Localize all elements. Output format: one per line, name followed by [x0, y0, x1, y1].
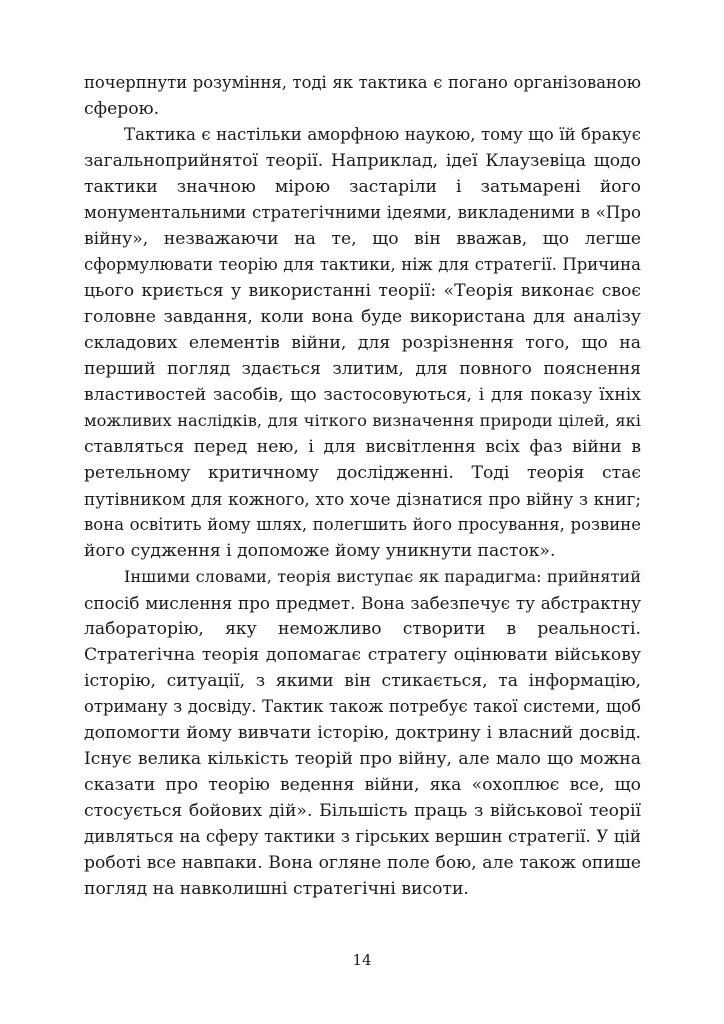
text-line: путівником для кожного, хто хоче дізнатися про війну з книг; [84, 489, 641, 509]
paragraph [84, 70, 641, 122]
text-line: Іншими словами, теорія виступає як парадигма: прийнятий [124, 567, 641, 586]
text-line: тактики значною мірою застаріли і затьмарені його [84, 177, 641, 197]
text-line: загальноприйнятої теорії. Наприклад, ідеї Клаузевіца щодо [84, 151, 641, 171]
text-line: сферою. [84, 99, 160, 119]
text-line: війну», незважаючи на те, що він вважав, що легше [84, 229, 641, 249]
text-line: сказати про теорію ведення війни, яка «охоплює все, що [84, 775, 641, 795]
text-line: історію, ситуації, з якими він стикається, та інформацію, [84, 671, 641, 691]
page-number: 14 [352, 951, 372, 969]
text-line: сформулювати теорію для тактики, ніж для стратегії. Причина [84, 255, 641, 274]
text-line: погляд на навколишні стратегічні висоти. [84, 879, 469, 899]
text-line: отриману з досвіду. Тактик також потребує такої системи, щоб [84, 697, 641, 716]
text-line: Стратегічна теорія допомагає стратегу оцінювати військову [84, 645, 641, 665]
text-line: лабораторію, яку неможливо створити в реальності. [84, 619, 641, 639]
text-line: стосується бойових дій». Більшість праць з військової теорії [84, 801, 641, 821]
text-line: властивостей засобів, що застосовуються, і для показу їхніх [84, 385, 641, 405]
text-line: Тактика є настільки аморфною наукою, тому що їй бракує [124, 125, 641, 144]
paragraph [84, 122, 641, 564]
text-line: Існує велика кількість теорій про війну, але мало що можна [84, 749, 641, 769]
text-line: монументальними стратегічними ідеями, викладеними в «Про [84, 203, 641, 222]
text-line: можливих наслідків, для чіткого визначення природи цілей, які [84, 411, 641, 430]
text-line: цього криється у використанні теорії: «Теорія виконає своє [84, 281, 641, 301]
text-line: роботі все навпаки. Вона огляне поле бою, але також опише [84, 853, 641, 873]
text-line: допомогти йому вивчати історію, доктрину і власний досвід. [84, 723, 641, 743]
text-line: складових елементів війни, для розрізнення того, що на [84, 333, 641, 353]
text-line: дивляться на сферу тактики з гірських вершин стратегії. У цій [84, 827, 641, 846]
text-line: головне завдання, коли вона буде використана для аналізу [84, 307, 641, 327]
text-line: спосіб мислення про предмет. Вона забезпечує ту абстрактну [84, 593, 641, 613]
text-line: почерпнути розуміння, тоді як тактика є погано організованою [84, 73, 641, 92]
text-line: вона освітить йому шлях, полегшить його просування, розвине [84, 515, 641, 534]
text-line: його судження і допоможе йому уникнути пасток». [84, 541, 556, 561]
text-line: ретельному критичному дослідженні. Тоді теорія стає [84, 463, 641, 483]
body-text [84, 70, 641, 902]
text-line: перший погляд здається злитим, для повного пояснення [84, 359, 641, 379]
paragraph [84, 564, 641, 902]
text-line: ставляться перед нею, і для висвітлення всіх фаз війни в [84, 437, 641, 457]
